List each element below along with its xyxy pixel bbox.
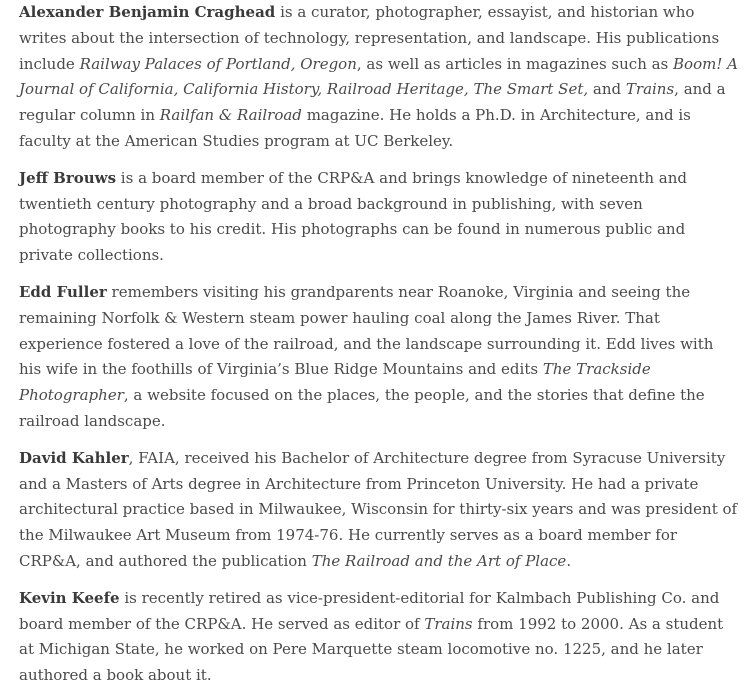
bio-text: is a curator, photographer, essayist, and historian who writes about the intersection of technology, representation, and landscape. His publications include	[19, 3, 720, 73]
bio-text: remembers visiting his grandparents near Roanoke, Virginia and seeing the remaining Norfolk & Western steam power hauling coal along the James River. That experience fostered a love of the railroad, and the landscape surrounding it. Edd lives with his wife in the foothills of Virginia’s Blue Ridge Mountains and edits	[19, 282, 714, 379]
publication-title: Railway Palaces of Portland, Oregon	[79, 54, 357, 73]
bio-craghead	[19, 0, 739, 155]
bio-text: and	[588, 80, 626, 99]
bio-text: , as well as articles in magazines such as	[356, 54, 674, 73]
bio-text: , a website focused on the places, the people, and the stories that define the railroad landscape.	[19, 386, 705, 430]
bio-brouws	[19, 166, 739, 269]
bio-keefe	[19, 586, 739, 689]
person-name: Alexander Benjamin Craghead	[19, 3, 276, 21]
bio-kahler	[19, 446, 739, 575]
bio-text: is a board member of the CRP&A and brings knowledge of nineteenth and twentieth century photography and a broad background in publishing, with seven photography books to his credit. His photographs can be found in numerous public and private collections.	[19, 168, 687, 265]
magazine-title: Railfan & Railroad	[159, 106, 302, 125]
person-name: Edd Fuller	[19, 282, 107, 301]
bio-text: is recently retired as vice-president-editorial for Kalmbach Publishing Co. and board member of the CRP&A. He served as editor of	[19, 588, 720, 633]
magazine-title: Trains	[625, 80, 675, 99]
publication-title: The Railroad and the Art of Place	[311, 551, 567, 570]
bio-fuller	[19, 280, 739, 435]
magazine-title: Trains	[424, 614, 473, 633]
bio-text: .	[566, 551, 572, 570]
magazine-list: Boom! A Journal of California, California History, Railroad Heritage, The Smart Set,	[19, 54, 738, 99]
bio-text: , and a regular column in	[19, 80, 726, 125]
person-name: Jeff Brouws	[19, 168, 117, 187]
bio-text: , FAIA, received his Bachelor of Architecture degree from Syracuse University and a Masters of Arts degree in Architecture from Princeton University. He had a private architectural practice based in Milwaukee, Wisconsin for thirty-six years and was president of the Milwaukee Art Museum from 1974-76. He currently serves as a board member for CRP&A, and authored the publication	[19, 448, 738, 570]
person-name: Kevin Keefe	[19, 588, 120, 607]
bio-text: from 1992 to 2000. As a student at Michigan State, he worked on Pere Marquette steam locomotive no. 1225, and he later authored a book about it.	[19, 614, 724, 685]
website-title: The Trackside Photographer	[19, 360, 651, 405]
person-name: David Kahler	[19, 448, 129, 467]
bio-text: magazine. He holds a Ph.D. in Architecture, and is faculty at the American Studies program at UC Berkeley.	[19, 106, 691, 150]
